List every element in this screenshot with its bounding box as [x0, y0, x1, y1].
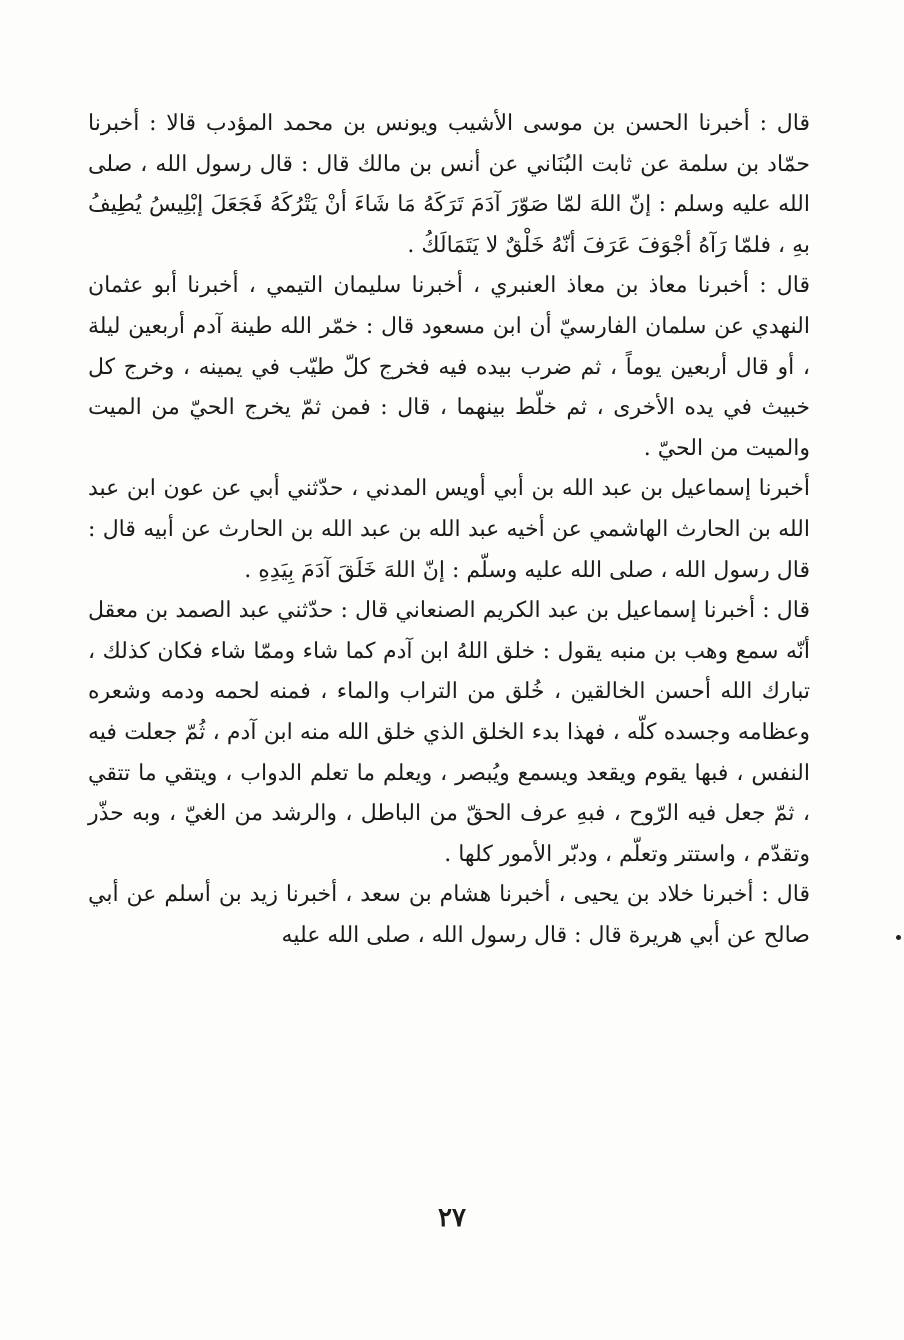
paragraph-5: قال : أخبرنا خلاد بن يحيى ، أخبرنا هشام بن سعد ، أخبرنا زيد بن أسلم عن أبي صالح عن أبي هريرة قال : قال رسول الله ، صلى الله عليه	[88, 882, 810, 948]
body-text	[88, 104, 810, 956]
paragraph-2: قال : أخبرنا معاذ بن معاذ العنبري ، أخبرنا سليمان التيمي ، أخبرنا أبو عثمان النهدي عن سلمان الفارسيّ أن ابن مسعود قال : خمّر الله طينة آدم أربعين ليلة ، أو قال أربعين يوماً ، ثم ضرب بيده فيه فخرج كلّ طيّب في يمينه ، وخرج كل خبيث في يده الأخرى ، ثم خلّط بينهما ، قال : فمن ثمّ يخرج الحيّ من الميت والميت من الحيّ .	[88, 273, 810, 461]
page-number: ٢٧	[438, 1203, 466, 1233]
scan-speck	[896, 935, 901, 940]
paragraph-3: أخبرنا إسماعيل بن عبد الله بن أبي أويس المدني ، حدّثني أبي عن عون ابن عبد الله بن الحارث الهاشمي عن أخيه عبد الله بن عبد الله بن الحارث عن أبيه قال : قال رسول الله ، صلى الله عليه وسلّم : إنّ اللهَ خَلَقَ آدَمَ بِيَدِهِ .	[88, 476, 810, 583]
paragraph-4: قال : أخبرنا إسماعيل بن عبد الكريم الصنعاني قال : حدّثني عبد الصمد بن معقل أنّه سمع وهب بن منبه يقول : خلق اللهُ ابن آدم كما شاء وممّا شاء فكان كذلك ، تبارك الله أحسن الخالقين ، خُلق من التراب والماء ، فمنه لحمه ودمه وشعره وعظامه وجسده كلّه ، فهذا بدء الخلق الذي خلق الله منه ابن آدم ، ثُمّ جعلت فيه النفس ، فبها يقوم ويقعد ويسمع ويُبصر ، ويعلم ما تعلم الدواب ، ويتقي ما تتقي ، ثمّ جعل فيه الرّوح ، فبهِ عرف الحقّ من الباطل ، والرشد من الغيّ ، وبه حذّر وتقدّم ، واستتر وتعلّم ، ودبّر الأمور كلها .	[88, 598, 811, 867]
paragraph-1: قال : أخبرنا الحسن بن موسى الأشيب ويونس بن محمد المؤدب قالا : أخبرنا حمّاد بن سلمة عن ثابت البُنَاني عن أنس بن مالك قال : قال رسول الله ، صلى الله عليه وسلم : إنّ اللهَ لمّا صَوّرَ آدَمَ تَرَكَهُ مَا شَاءَ أنْ يَتْرُكَهُ فَجَعَلَ إبْلِيسُ يُطِيفُ بهِ ، فلمّا رَآهُ أجْوَفَ عَرَفَ أنّهُ خَلْقٌ لا يَتَمَالَكُ .	[88, 111, 810, 258]
